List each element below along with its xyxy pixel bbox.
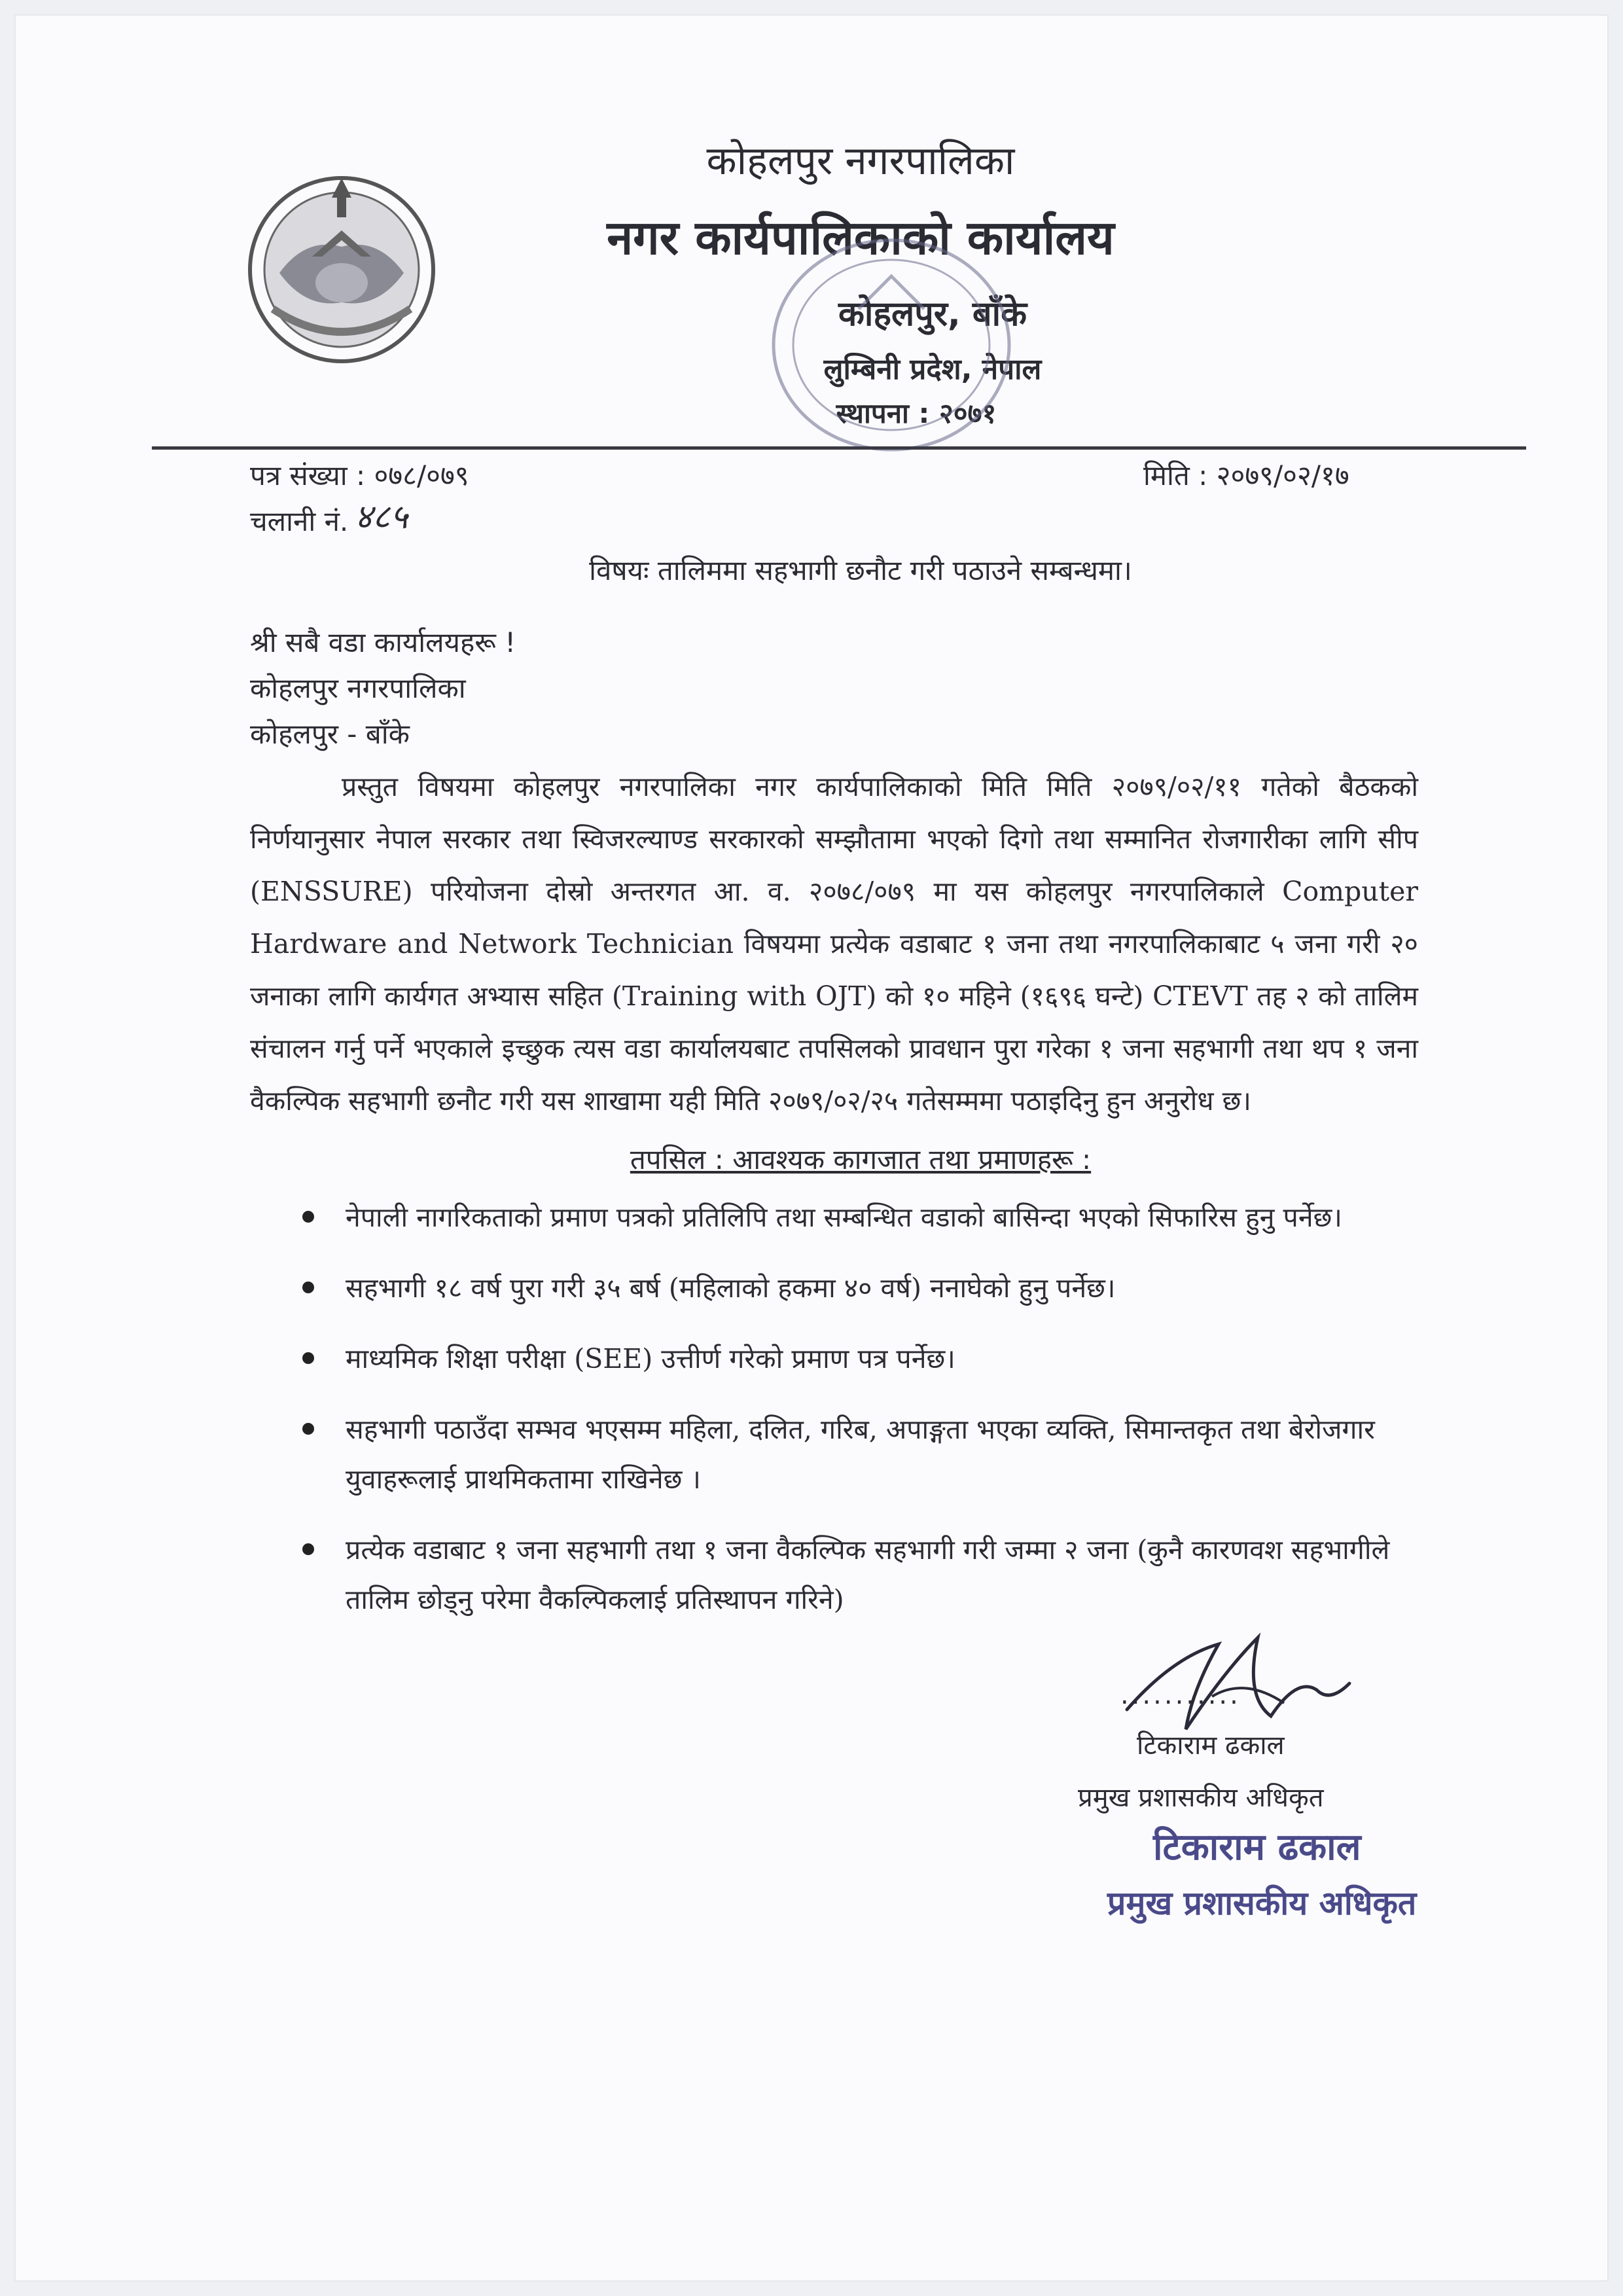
letter-body: प्रस्तुत विषयमा कोहलपुर नगरपालिका नगर कार्यपालिकाको मिति मिति २०७९/०२/११ गतेको बैठकको निर्णयानुसार नेपाल सरकार तथा स्विजरल्याण्ड सरकारको सम्झौतामा भएको दिगो तथा सम्मानित रोजगारीका लागि सीप (ENSSURE) परियोजना दोस्रो अन्तरगत आ. व. २०७८/०७९ मा यस कोहलपुर नगरपालिकाले Computer Hardware and Network Technician विषयमा प्रत्येक वडाबाट १ जना तथा नगरपालिकाबाट ५ जना गरी २० जनाका लागि कार्यगत अभ्यास सहित (Training with OJT) को १० महिने (१६९६ घन्टे) CTEVT तह २ को तालिम संचालन गर्नु पर्ने भएकाले इच्छुक त्यस वडा कार्यालयबाट तपसिलको प्रावधान पुरा गरेका १ जना सहभागी तथा थप १ जना वैकल्पिक सहभागी छनौट गरी यस शाखामा यही मिति २०७९/०२/२५ गतेसम्ममा पठाइदिनु हुन अनुरोध छ। <box>250 771 1418 1117</box>
list-item <box>302 1263 1428 1313</box>
letter-subject: विषयः तालिममा सहभागी छनौट गरी पठाउने सम्बन्धमा। <box>589 554 1132 586</box>
addressee-line-3: कोहलपुर - बाँके <box>250 718 410 750</box>
office-established: स्थापना : २०७१ <box>836 397 997 429</box>
signatory-name: टिकाराम ढकाल <box>1137 1731 1285 1761</box>
bullet-icon <box>302 1543 314 1555</box>
requirement-text: नेपाली नागरिकताको प्रमाण पत्रको प्रतिलिपि तथा सम्बन्धित वडाको बासिन्दा भएको सिफारिस हुनु पर्नेछ। <box>346 1202 1342 1233</box>
letter-page <box>14 14 1609 2282</box>
signatory-title: प्रमुख प्रशासकीय अधिकृत <box>1078 1783 1324 1813</box>
addressee-line-1: श्री सबै वडा कार्यालयहरू ! <box>250 626 516 658</box>
bullet-icon <box>302 1211 314 1223</box>
municipality-name: कोहलपुर नगरपालिका <box>706 138 1015 184</box>
seal-name: टिकाराम ढकाल <box>1153 1826 1361 1869</box>
addressee-line-2: कोहलपुर नगरपालिका <box>250 672 466 704</box>
bullet-icon <box>302 1352 314 1364</box>
office-province: लुम्बिनी प्रदेश, नेपाल <box>823 353 1042 386</box>
bullet-icon <box>302 1423 314 1435</box>
list-item <box>302 1193 1428 1242</box>
letter-date: मिति : २०७९/०२/१७ <box>1143 459 1349 492</box>
annex-title-text: तपसिल : आवश्यक कागजात तथा प्रमाणहरू : <box>630 1143 1092 1175</box>
list-item <box>302 1334 1428 1384</box>
requirement-text: सहभागी १८ वर्ष पुरा गरी ३५ बर्ष (महिलाको हकमा ४० वर्ष) ननाघेको हुनु पर्नेछ। <box>346 1272 1116 1304</box>
requirement-text: प्रत्येक वडाबाट १ जना सहभागी तथा १ जना वैकल्पिक सहभागी गरी जम्मा २ जना (कुनै कारणवश सहभागीले तालिम छोड्नु परेमा वैकल्पिकलाई प्रतिस्थापन गरिने) <box>346 1534 1390 1615</box>
signature-line: ........... <box>1120 1680 1241 1710</box>
office-name: नगर कार्यपालिकाको कार्यालय <box>607 210 1115 265</box>
letter-number: पत्र संख्या : ०७८/०७९ <box>250 459 469 492</box>
requirement-text: माध्यमिक शिक्षा परीक्षा (SEE) उत्तीर्ण गरेको प्रमाण पत्र पर्नेछ। <box>346 1343 955 1374</box>
bullet-icon <box>302 1282 314 1293</box>
requirement-text: सहभागी पठाउँदा सम्भव भएसम्म महिला, दलित, गरिब, अपाङ्गता भएका व्यक्ति, सिमान्तकृत तथा बेरोजगार युवाहरूलाई प्राथमिकतामा राखिनेछ । <box>346 1414 1375 1495</box>
seal-title: प्रमुख प्रशासकीय अधिकृत <box>1107 1884 1417 1922</box>
office-stamp <box>760 230 1022 459</box>
annex-title <box>14 1140 1609 1177</box>
list-item <box>302 1405 1428 1504</box>
office-location: कोहलपुर, बाँके <box>838 295 1027 334</box>
header-divider <box>152 446 1526 450</box>
requirements-list <box>302 1193 1428 1645</box>
dispatch-number: ४८५ <box>355 497 408 537</box>
dispatch-label: चलानी नं. <box>250 505 349 537</box>
